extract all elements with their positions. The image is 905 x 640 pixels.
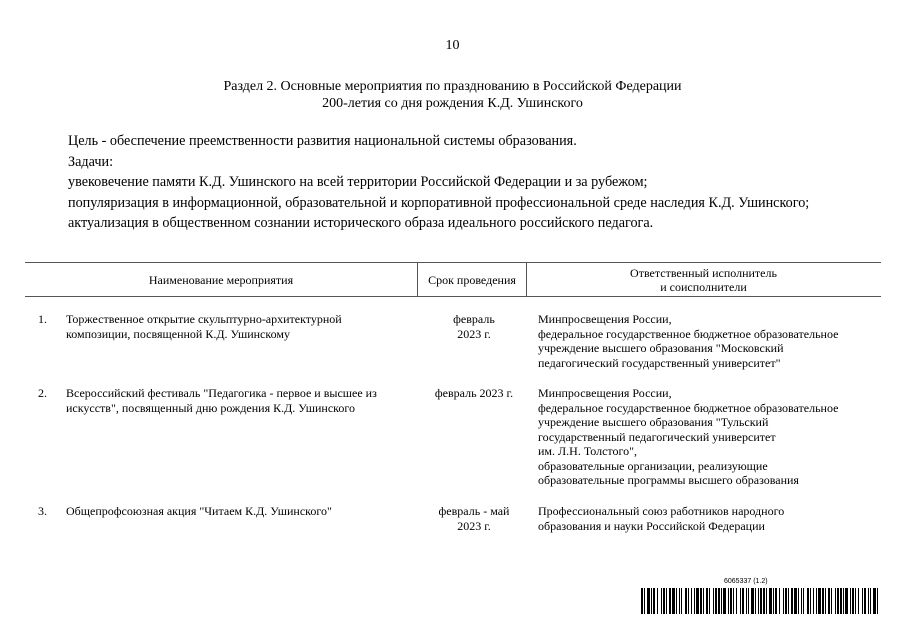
barcode-bar	[794, 588, 797, 614]
barcode-bar	[855, 588, 856, 614]
barcode-bar	[703, 588, 704, 614]
barcode-number: 6065337 (1.2)	[724, 578, 768, 585]
barcode-bar	[828, 588, 830, 614]
row-number: 3.	[38, 504, 47, 518]
barcode-bar	[751, 588, 754, 614]
event-responsible	[538, 312, 883, 370]
barcode-bar	[676, 588, 677, 614]
event-date-line: 2023 г.	[457, 518, 491, 533]
barcode-bar	[818, 588, 821, 614]
barcode-bar	[763, 588, 765, 614]
barcode-bar	[816, 588, 817, 614]
goal-text: Цель - обеспечение преемственности развития национальной системы образования.	[68, 133, 577, 149]
event-responsible	[538, 386, 883, 488]
barcode-bar	[801, 588, 802, 614]
barcode-bar	[788, 588, 789, 614]
event-name	[66, 504, 412, 519]
barcode-bar	[669, 588, 671, 614]
responsible-line: Минпросвещения России,	[538, 312, 672, 326]
barcode-bar	[730, 588, 732, 614]
barcode-bar	[769, 588, 772, 614]
header-responsible-line-1: Ответственный исполнитель	[630, 265, 777, 280]
event-date-line: февраль 2023 г.	[434, 386, 514, 400]
event-responsible	[538, 504, 883, 533]
barcode-bar	[845, 588, 848, 614]
barcode-bar	[868, 588, 869, 614]
barcode-bar	[661, 588, 662, 614]
section-title	[0, 78, 905, 112]
barcode-bar	[870, 588, 871, 614]
barcode-bar	[783, 588, 784, 614]
row-number: 1.	[38, 312, 47, 326]
barcode-bar	[672, 588, 675, 614]
responsible-line: образования и науки Российской Федерации	[538, 518, 765, 533]
responsible-line: им. Л.Н. Толстого",	[538, 444, 638, 458]
barcode-bar	[740, 588, 741, 614]
event-name-line: искусств", посвященный дню рождения К.Д. Ушинского	[66, 400, 356, 415]
barcode-bar	[835, 588, 836, 614]
responsible-line: Минпросвещения России,	[538, 386, 672, 400]
barcode-bar	[721, 588, 722, 614]
responsible-line: Профессиональный союз работников народного	[538, 504, 785, 518]
barcode-bar	[746, 588, 747, 614]
event-date	[420, 504, 528, 533]
barcode-bar	[840, 588, 842, 614]
barcode-bar	[713, 588, 714, 614]
barcode-bar	[679, 588, 680, 614]
responsible-line: учреждение высшего образования "Московский	[538, 341, 784, 355]
barcode-bar	[858, 588, 859, 614]
barcode-bar	[837, 588, 839, 614]
task-item: увековечение памяти К.Д. Ушинского на всей территории Российской Федерации и за рубежом;	[68, 174, 648, 190]
barcode-bar	[651, 588, 652, 614]
event-date-line: 2023 г.	[457, 326, 491, 341]
task-item: популяризация в информационной, образовательной и корпоративной профессиональной среде наследия К.Д. Ушинского;	[68, 194, 810, 211]
task-item: актуализация в общественном сознании исторического образа идеального российского педагога.	[68, 215, 654, 231]
barcode-bar	[666, 588, 667, 614]
barcode-bar	[663, 588, 665, 614]
barcode-bar	[810, 588, 811, 614]
barcode-bar	[709, 588, 710, 614]
barcode-bar	[681, 588, 682, 614]
barcode-bar	[691, 588, 692, 614]
row-number: 2.	[38, 386, 47, 400]
responsible-line: образовательные программы высшего образования	[538, 473, 799, 487]
barcode-bar	[843, 588, 844, 614]
barcode-bar	[831, 588, 832, 614]
responsible-line: педагогический государственный университет"	[538, 355, 781, 370]
barcode-bar	[657, 588, 658, 614]
section-title-line-1: Раздел 2. Основные мероприятия по празднованию в Российской Федерации	[223, 79, 682, 94]
barcode-bar	[653, 588, 655, 614]
barcode-bar	[733, 588, 734, 614]
event-name-line: Всероссийский фестиваль "Педагогика - первое и высшее из	[66, 386, 377, 400]
barcode-icon	[641, 588, 881, 614]
barcode-bar	[852, 588, 854, 614]
barcode-bar	[641, 588, 643, 614]
barcode-bar	[706, 588, 708, 614]
responsible-line: учреждение высшего образования "Тульский	[538, 415, 769, 429]
barcode-bar	[791, 588, 793, 614]
barcode-bar	[813, 588, 814, 614]
barcode-bar	[748, 588, 749, 614]
barcode-bar	[766, 588, 767, 614]
header-date: Срок проведения	[417, 263, 527, 296]
barcode-bar	[850, 588, 851, 614]
barcode-bar	[700, 588, 702, 614]
responsible-line: федеральное государственное бюджетное образовательное	[538, 400, 839, 415]
header-responsible-line-2: и соисполнители	[660, 279, 747, 294]
barcode-bar	[647, 588, 650, 614]
responsible-line: образовательные организации, реализующие	[538, 458, 768, 473]
barcode-bar	[822, 588, 824, 614]
responsible-line: государственный педагогический университет	[538, 429, 776, 444]
barcode-bar	[825, 588, 826, 614]
tasks-label: Задачи:	[68, 153, 114, 170]
event-date	[420, 312, 528, 341]
barcode-bar	[758, 588, 759, 614]
barcode-bar	[728, 588, 729, 614]
responsible-line: федеральное государственное бюджетное образовательное	[538, 326, 839, 341]
barcode-bar	[803, 588, 804, 614]
barcode-bar	[779, 588, 780, 614]
barcode-bar	[773, 588, 774, 614]
barcode-bar	[862, 588, 863, 614]
event-date	[420, 386, 528, 401]
event-date-line: февраль - май	[438, 504, 510, 518]
barcode-bar	[807, 588, 809, 614]
event-name-line: композиции, посвященной К.Д. Ушинскому	[66, 326, 290, 341]
event-name-line: Общепрофсоюзная акция "Читаем К.Д. Ушинского"	[66, 504, 332, 518]
barcode-bar	[736, 588, 737, 614]
intro-block	[68, 131, 898, 234]
barcode-bar	[718, 588, 720, 614]
barcode-bar	[775, 588, 777, 614]
header-name: Наименование мероприятия	[148, 272, 294, 287]
section-title-line-2: 200-летия со дня рождения К.Д. Ушинского	[322, 96, 583, 111]
event-date-line: февраль	[453, 312, 495, 326]
barcode-bar	[755, 588, 756, 614]
barcode-bar	[798, 588, 799, 614]
header-responsible	[526, 263, 881, 296]
event-name	[66, 312, 412, 341]
barcode-bar	[696, 588, 699, 614]
barcode-bar	[715, 588, 717, 614]
barcode-bar	[877, 588, 878, 614]
barcode-bar	[785, 588, 787, 614]
barcode-bar	[864, 588, 866, 614]
barcode-bar	[873, 588, 876, 614]
barcode-bar	[644, 588, 645, 614]
table-header	[25, 262, 881, 297]
page-number: 10	[445, 38, 460, 53]
barcode-bar	[694, 588, 695, 614]
barcode-bar	[688, 588, 689, 614]
barcode-bar	[685, 588, 687, 614]
event-name	[66, 386, 412, 415]
barcode-bar	[760, 588, 762, 614]
barcode-bar	[742, 588, 744, 614]
barcode-bar	[723, 588, 726, 614]
event-name-line: Торжественное открытие скульптурно-архитектурной	[66, 312, 342, 326]
